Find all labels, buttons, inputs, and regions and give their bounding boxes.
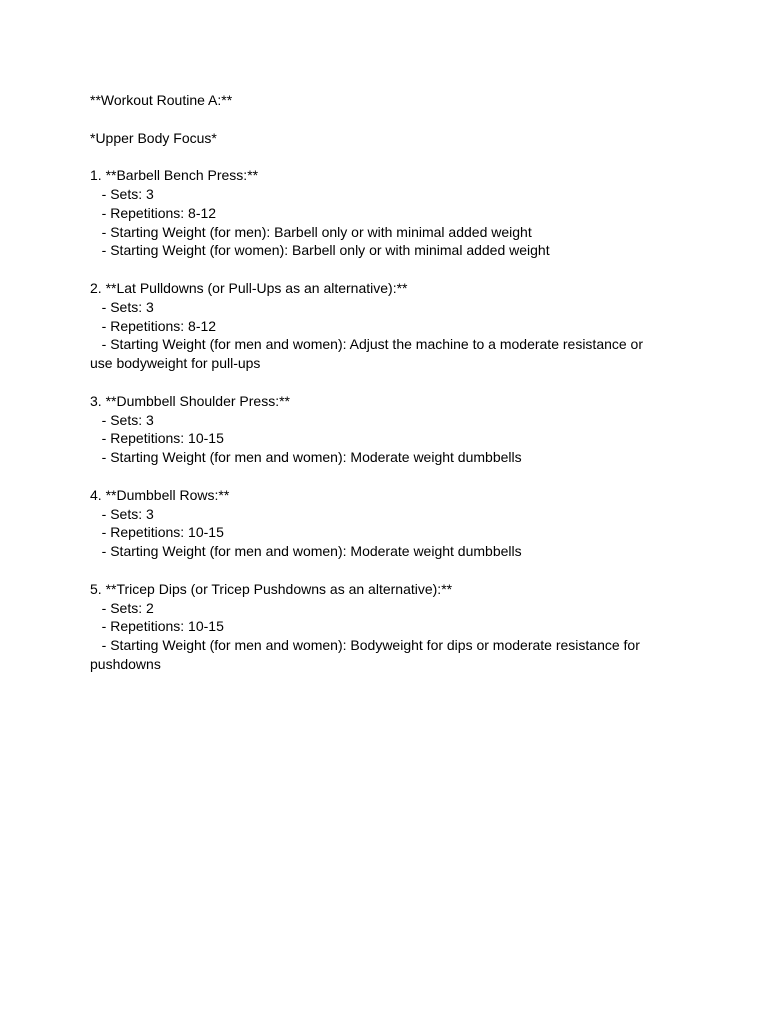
document-page (90, 91, 650, 674)
document-title: **Workout Routine A:** (90, 92, 233, 108)
exercise-detail: - Sets: 3 (90, 185, 154, 202)
exercise-heading: 4. **Dumbbell Rows:** (90, 486, 230, 503)
exercise-block-1 (90, 166, 650, 260)
exercise-block-4 (90, 486, 650, 561)
exercise-detail: - Starting Weight (for men and women): Moderate weight dumbbells (90, 543, 522, 560)
exercise-detail: - Sets: 3 (90, 298, 154, 315)
exercise-detail: - Repetitions: 10-15 (90, 430, 224, 447)
blank-line (90, 373, 650, 392)
exercise-detail: - Repetitions: 10-15 (90, 524, 224, 541)
blank-line (90, 467, 650, 486)
exercise-detail: - Starting Weight (for women): Barbell only or with minimal added weight (90, 242, 550, 259)
exercise-block-5 (90, 580, 650, 674)
blank-line (90, 110, 650, 129)
exercise-detail: - Repetitions: 8-12 (90, 317, 217, 334)
exercise-detail: - Starting Weight (for men and women): Adjust the machine to a moderate resistance or use bodyweight for pull-ups (90, 336, 647, 372)
blank-line (90, 147, 650, 166)
exercise-detail: - Sets: 2 (90, 599, 154, 616)
exercise-detail: - Starting Weight (for men): Barbell only or with minimal added weight (90, 223, 532, 240)
blank-line (90, 561, 650, 580)
exercise-heading: 5. **Tricep Dips (or Tricep Pushdowns as an alternative):** (90, 580, 453, 597)
exercise-block-2 (90, 279, 650, 373)
exercise-detail: - Sets: 3 (90, 505, 154, 522)
exercise-detail: - Sets: 3 (90, 411, 154, 428)
exercise-heading: 2. **Lat Pulldowns (or Pull-Ups as an alternative):** (90, 279, 408, 296)
exercise-detail: - Starting Weight (for men and women): Bodyweight for dips or moderate resistance for pushdowns (90, 637, 644, 672)
blank-line (90, 260, 650, 279)
exercise-block-3 (90, 392, 650, 467)
document-subtitle: *Upper Body Focus* (90, 129, 217, 146)
exercise-detail: - Repetitions: 10-15 (90, 618, 224, 635)
exercise-detail: - Starting Weight (for men and women): Moderate weight dumbbells (90, 449, 522, 466)
exercise-heading: 3. **Dumbbell Shoulder Press:** (90, 392, 290, 409)
exercise-heading: 1. **Barbell Bench Press:** (90, 167, 259, 184)
exercise-detail: - Repetitions: 8-12 (90, 204, 217, 221)
